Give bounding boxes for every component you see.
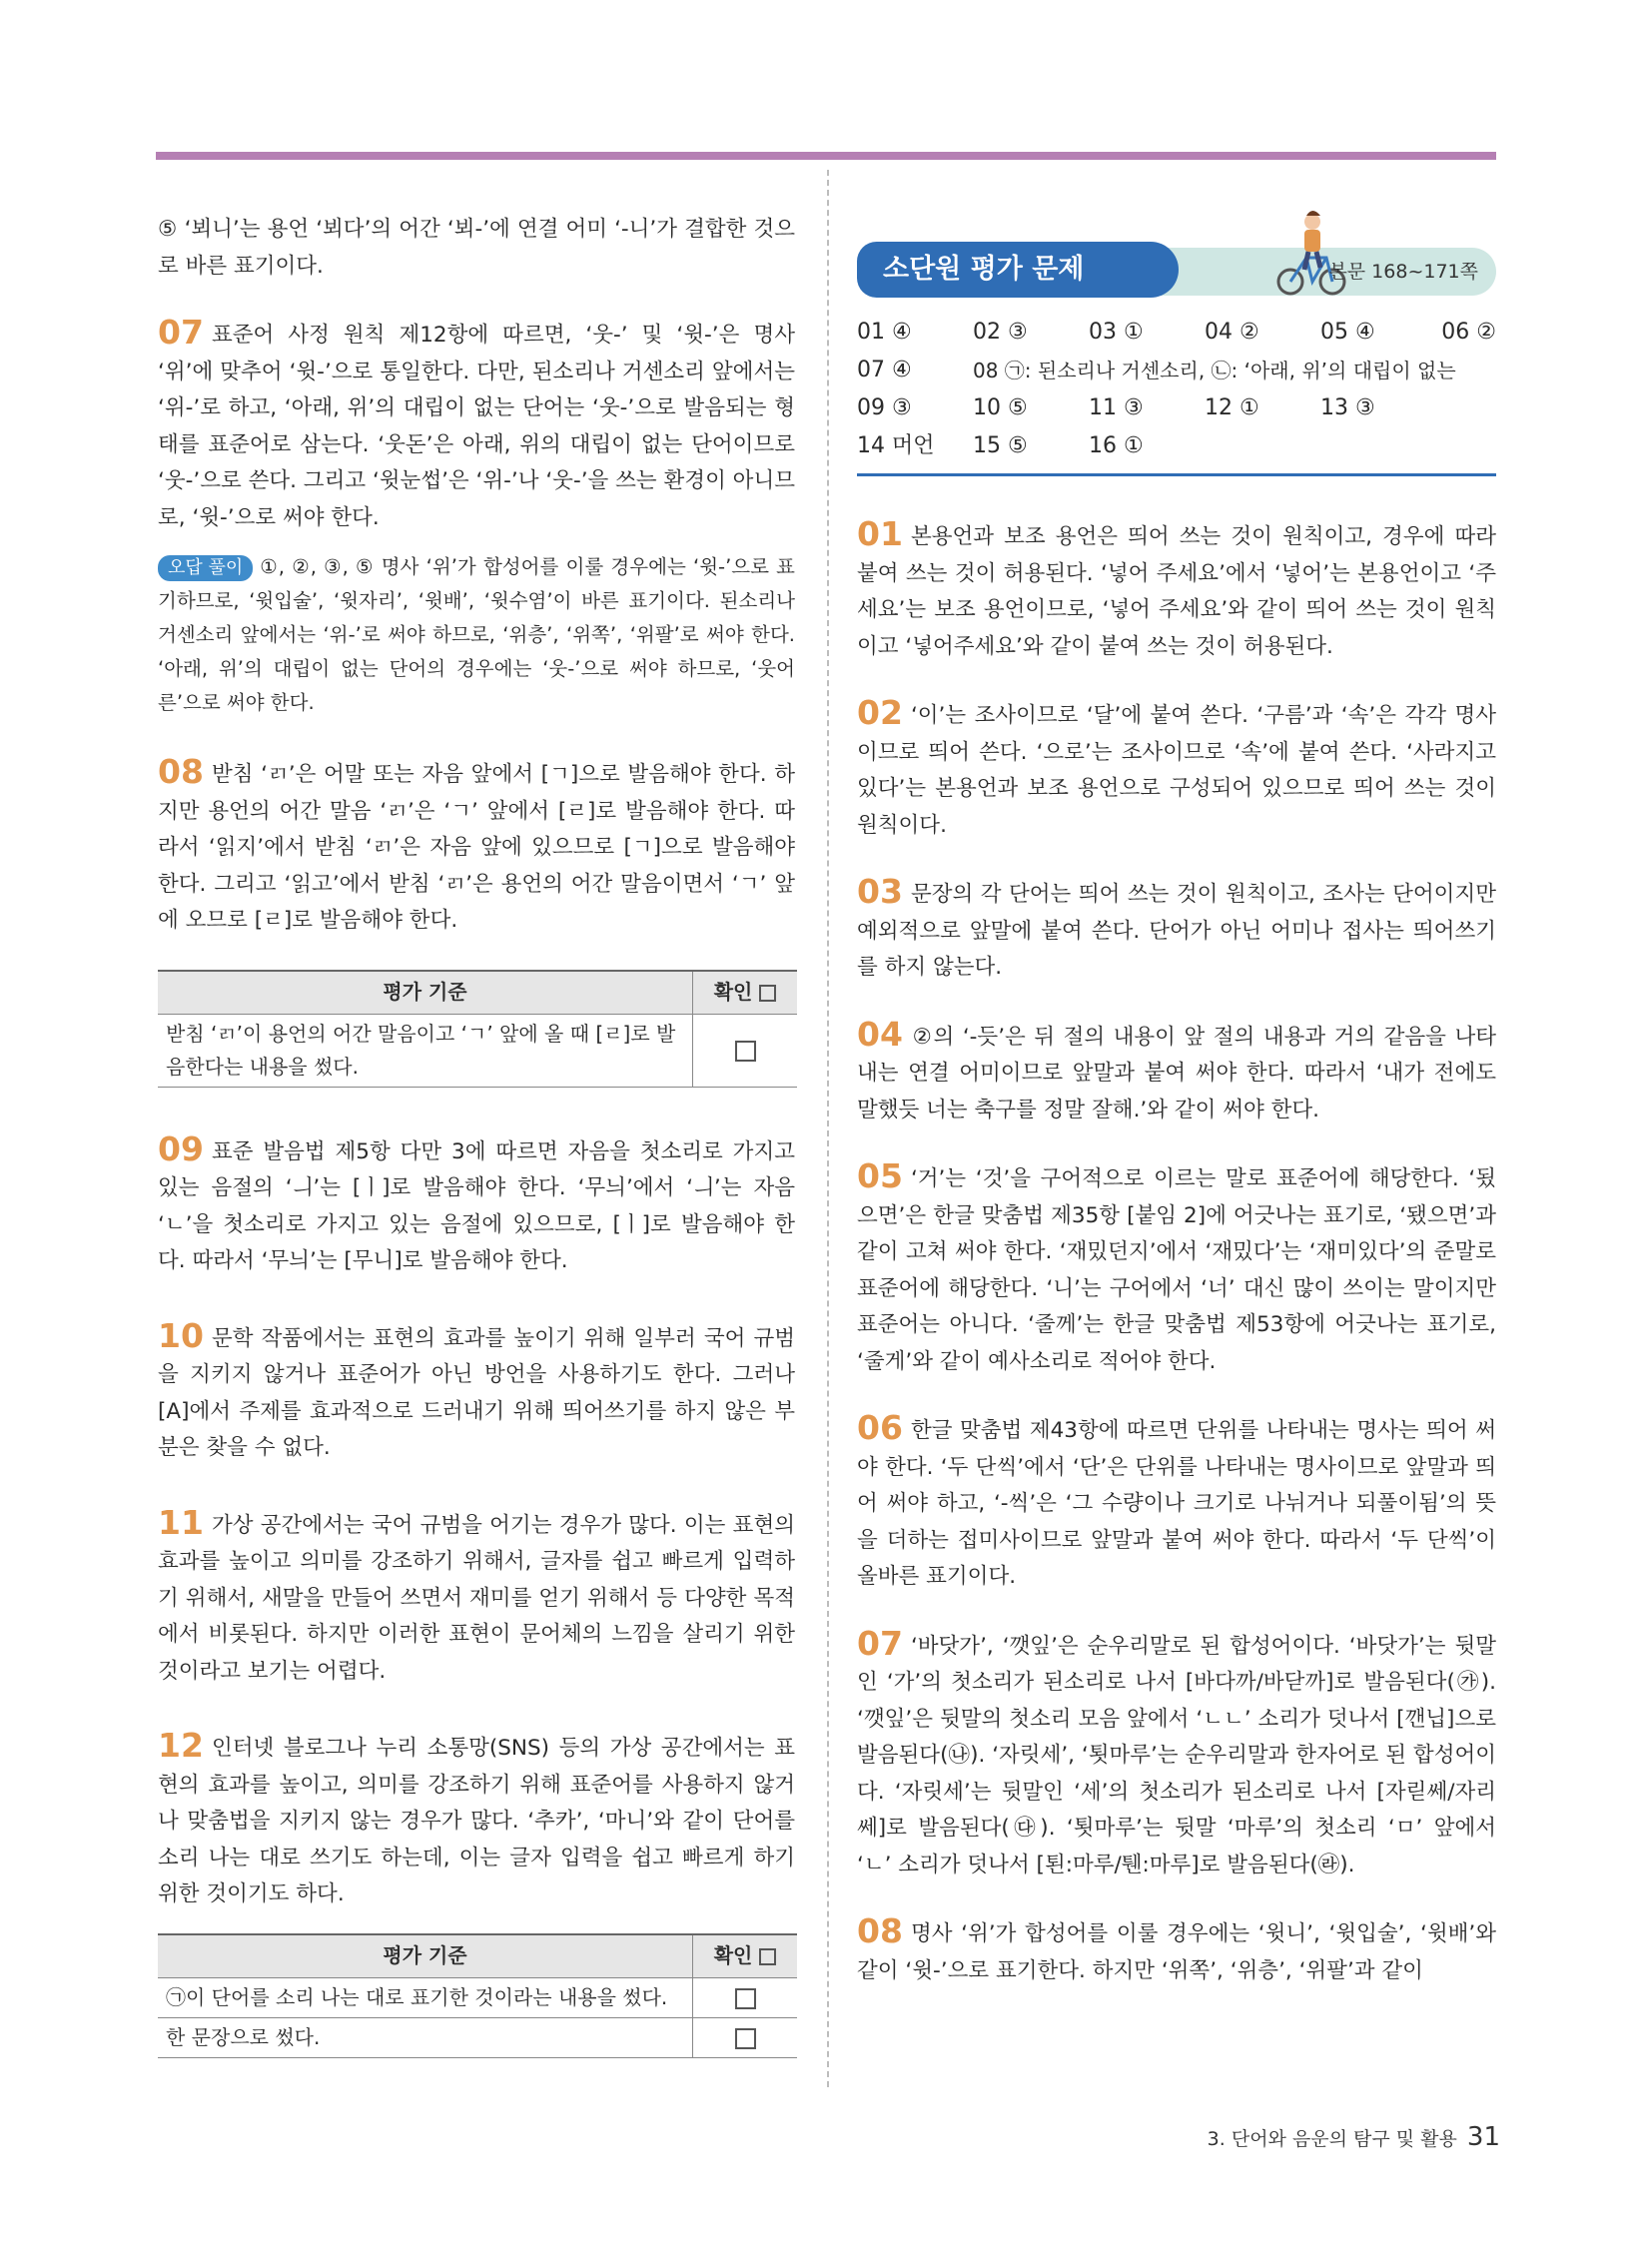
explanation-08 <box>857 1913 1496 1989</box>
explanation-06 <box>857 1410 1496 1596</box>
answer-cell: 09 ③ <box>857 395 912 420</box>
item-number: 12 <box>158 1726 204 1765</box>
answer-09 <box>158 1128 795 1280</box>
answer-cell: 15 ⑤ <box>973 433 1028 458</box>
answer-cell: 04 ② <box>1205 320 1259 345</box>
answer-key <box>857 314 1496 476</box>
item-number: 01 <box>857 514 903 553</box>
criteria-header: 평가 기준 <box>158 971 693 1015</box>
criteria-table-08 <box>158 970 797 1088</box>
column-divider <box>827 170 829 2087</box>
criteria-row: 받침 ‘ㄺ’이 용언의 어간 말음이고 ‘ㄱ’ 앞에 올 때 [ㄹ]로 발음한다는 내용을 썼다. <box>158 1014 693 1087</box>
explanation-text: 한글 맞춤법 제43항에 따르면 단위를 나타내는 명사는 띄어 써야 한다. ‘두 단씩’에서 ‘단’은 단위를 나타내는 명사이므로 앞말과 띄어 써야 하고, ‘-씩’은 ‘그 수량이나 크기로 나뉘거나 되풀이됨’의 뜻을 더하는 접미사이므로 앞말과 붙여 써야 한다. 따라서 ‘두 단씩’이 올바른 표기이다. <box>857 1418 1496 1589</box>
explanation-text: ②의 ‘-듯’은 뒤 절의 내용이 앞 절의 내용과 거의 같음을 나타내는 연결 어미이므로 앞말과 붙여 써야 한다. 따라서 ‘내가 전에도 말했듯 너는 축구를 정말 잘해.’와 같이 써야 한다. <box>857 1024 1496 1122</box>
answer-row <box>857 352 1496 389</box>
criteria-row: ㉠이 단어를 소리 나는 대로 표기한 것이라는 내용을 썼다. <box>158 1977 693 2017</box>
checkbox-icon <box>759 985 776 1002</box>
answer-row <box>857 314 1496 352</box>
check-box[interactable] <box>735 1041 756 1062</box>
note-text: ①, ②, ③, ⑤ 명사 ‘위’가 합성어를 이룰 경우에는 ‘윗-’으로 표기하므로, ‘윗입술’, ‘윗자리’, ‘윗배’, ‘윗수염’이 바른 표기이다. 된소리나 거센소리 앞에서는 ‘위-’로 써야 하므로, ‘위층’, ‘위쪽’, ‘위팔’로 써야 한다. ‘아래, 위’의 대립이 없는 단어의 경우에는 ‘웃-’으로 써야 하므로, ‘웃어른’으로 써야 한다. <box>158 555 795 714</box>
answer-row <box>857 427 1496 465</box>
banner-title: 소단원 평가 문제 <box>857 242 1179 298</box>
item-number: 03 <box>857 872 903 911</box>
page-number: 31 <box>1466 2122 1500 2152</box>
answer-10 <box>158 1315 795 1467</box>
answer-cell: 10 ⑤ <box>973 395 1028 420</box>
explanation-text: ‘이’는 조사이므로 ‘달’에 붙여 쓴다. ‘구름’과 ‘속’은 각각 명사이므로 띄어 쓴다. ‘으로’는 조사이므로 ‘속’에 붙여 쓴다. ‘사라지고 있다’는 본용언과 보조 용언으로 구성되어 있으므로 띄어 쓰는 것이 원칙이다. <box>857 703 1496 838</box>
answer-07 <box>158 315 795 536</box>
item-number: 06 <box>857 1408 903 1447</box>
item-number: 11 <box>158 1502 204 1542</box>
answer-cell: 07 ④ <box>857 358 912 382</box>
left-column <box>158 212 795 2102</box>
explanation-03 <box>857 874 1496 987</box>
item-number: 07 <box>857 1623 903 1663</box>
criteria-header: 평가 기준 <box>158 1934 693 1978</box>
explanation-text: 문장의 각 단어는 띄어 쓰는 것이 원칙이고, 조사는 단어이지만 예외적으로 앞말에 붙여 쓴다. 단어가 아닌 어미나 접사는 띄어쓰기를 하지 않는다. <box>857 882 1496 980</box>
item-number: 02 <box>857 693 903 732</box>
answer-text: 가상 공간에서는 국어 규범을 어기는 경우가 많다. 이는 표현의 효과를 높이고 의미를 강조하기 위해서, 글자를 쉽고 빠르게 입력하기 위해서, 새말을 만들어 쓰면서 재미를 얻기 위해서 등 다양한 목적에서 비롯된다. 하지만 이러한 표현이 문어체의 느낌을 살리기 위한 것이라고 보기는 어렵다. <box>158 1512 795 1684</box>
answer-08 <box>158 754 795 940</box>
answer-text: 인터넷 블로그나 누리 소통망(SNS) 등의 가상 공간에서는 표현의 효과를 높이고, 의미를 강조하기 위해 표준어를 사용하지 않거나 맞춤법을 지키지 않는 경우가 많다. ‘추카’, ‘마니’와 같이 단어를 소리 나는 대로 쓰기도 하는데, 이는 글자 입력을 쉽고 빠르게 하기 위한 것이기도 하다. <box>158 1736 795 1906</box>
item-number: 07 <box>158 313 204 352</box>
explanation-text: 명사 ‘위’가 합성어를 이룰 경우에는 ‘윗니’, ‘윗입술’, ‘윗배’와 같이 ‘윗-’으로 표기한다. 하지만 ‘위쪽’, ‘위층’, ‘위팔’과 같이 <box>857 1921 1496 1983</box>
check-box[interactable] <box>735 2028 756 2049</box>
criteria-row: 한 문장으로 썼다. <box>158 2017 693 2057</box>
item-number: 09 <box>158 1128 204 1168</box>
answer-cell: 01 ④ <box>857 320 912 345</box>
explanation-07 <box>857 1623 1496 1884</box>
answer-11 <box>158 1502 795 1691</box>
page-range: 본문 168~171쪽 <box>1328 261 1478 283</box>
item-number: 10 <box>158 1315 204 1355</box>
page-footer <box>1208 2122 1500 2152</box>
footer-section-title: 3. 단어와 음운의 탐구 및 활용 <box>1207 2128 1457 2150</box>
wrong-answer-note <box>158 550 795 720</box>
answer-cell: 13 ③ <box>1320 395 1375 420</box>
answer-text: 받침 ‘ㄺ’은 어말 또는 자음 앞에서 [ㄱ]으로 발음해야 한다. 하지만 용언의 어간 말음 ‘ㄺ’은 ‘ㄱ’ 앞에서 [ㄹ]로 발음해야 한다. 따라서 ‘읽지’에서 받침 ‘ㄺ’은 자음 앞에 있으므로 [ㄱ]으로 발음해야 한다. 그리고 ‘읽고’에서 받침 ‘ㄺ’은 용언의 어간 말음이면서 ‘ㄱ’ 앞에 오므로 [ㄹ]로 발음해야 한다. <box>158 762 795 933</box>
explanation-01 <box>857 516 1496 665</box>
explanation-04 <box>857 1014 1496 1129</box>
item-number: 08 <box>158 752 204 791</box>
answer-text: 표준어 사정 원칙 제12항에 따르면, ‘웃-’ 및 ‘윗-’은 명사 ‘위’에 맞추어 ‘윗-’으로 통일한다. 다만, 된소리나 거센소리 앞에서는 ‘위-’로 하고, ‘아래, 위’의 대립이 없는 단어는 ‘웃-’으로 발음되는 형태를 표준어로 삼는다. ‘웃돈’은 아래, 위의 대립이 없는 단어이므로 ‘웃-’으로 쓴다. 그리고 ‘윗눈썹’은 ‘위-’나 ‘웃-’을 쓰는 환경이 아니므로, ‘윗-’으로 써야 한다. <box>158 323 795 530</box>
criteria-table-12 <box>158 1933 797 2058</box>
explanation-text: ‘바닷가’, ‘깻잎’은 순우리말로 된 합성어이다. ‘바닷가’는 뒷말인 ‘가’의 첫소리가 된소리로 나서 [바다까/바닫까]로 발음된다(㉮). ‘깻잎’은 뒷말의 첫소리 모음 앞에서 ‘ㄴㄴ’ 소리가 덧나서 [깬닙]으로 발음된다(㉯). ‘자릿세’, ‘툇마루’는 순우리말과 한자어로 된 합성어이다. ‘자릿세’는 뒷말인 ‘세’의 첫소리가 된소리로 나서 [자릳쎄/자리쎄]로 발음된다(㉰). ‘툇마루’는 뒷말 ‘마루’의 첫소리 ‘ㅁ’ 앞에서 ‘ㄴ’ 소리가 덧나서 [퇸:마루/퉨:마루]로 발음된다(㉱). <box>857 1633 1496 1877</box>
wrong-answer-badge: 오답 풀이 <box>158 555 253 581</box>
answer-cell: 06 ② <box>1441 320 1496 345</box>
item-number: 05 <box>857 1156 903 1195</box>
answer-12 <box>158 1728 795 1913</box>
intro-paragraph: ⑤ ‘뵈니’는 용언 ‘뵈다’의 어간 ‘뵈-’에 연결 어미 ‘-니’가 결합한 것으로 바른 표기이다. <box>158 217 795 279</box>
item-number: 04 <box>857 1014 903 1054</box>
check-box[interactable] <box>735 1988 756 2009</box>
answer-row <box>857 389 1496 427</box>
explanation-05 <box>857 1158 1496 1380</box>
answer-cell: 12 ① <box>1205 395 1259 420</box>
answer-cell: 03 ① <box>1089 320 1144 345</box>
answer-text: 문학 작품에서는 표현의 효과를 높이기 위해 일부러 국어 규범을 지키지 않거나 표준어가 아닌 방언을 사용하기도 한다. 그러나 [A]에서 주제를 효과적으로 드러내기 위해 띄어쓰기를 하지 않은 부분은 찾을 수 없다. <box>158 1325 795 1460</box>
answer-cell: 05 ④ <box>1320 320 1375 345</box>
item-number: 08 <box>857 1911 903 1950</box>
answer-cell: 16 ① <box>1089 433 1144 458</box>
explanation-text: 본용언과 보조 용언은 띄어 쓰는 것이 원칙이고, 경우에 따라 붙여 쓰는 것이 허용된다. ‘넣어 주세요’에서 ‘넣어’는 본용언이고 ‘주세요’는 보조 용언이므로, ‘넣어 주세요’와 같이 띄어 쓰는 것이 원칙이고 ‘넣어주세요’와 같이 붙여 쓰는 것이 허용된다. <box>857 524 1496 659</box>
check-header: 확인 <box>693 971 798 1015</box>
check-header: 확인 <box>693 1934 798 1978</box>
answer-cell: 14 머언 <box>857 433 935 458</box>
section-banner <box>857 242 1496 300</box>
explanation-02 <box>857 695 1496 844</box>
answer-cell: 08 ㉠: 된소리나 거센소리, ㉡: ‘아래, 위’의 대립이 없는 <box>973 359 1456 382</box>
answer-text: 표준 발음법 제5항 다만 3에 따르면 자음을 첫소리로 가지고 있는 음절의 ‘ㅢ’는 [ㅣ]로 발음해야 한다. ‘무늬’에서 ‘ㅢ’는 자음 ‘ㄴ’을 첫소리로 가지고 있는 음절에 있으므로, [ㅣ]로 발음해야 한다. 따라서 ‘무늬’는 [무니]로 발음해야 한다. <box>158 1138 795 1273</box>
answer-cell: 11 ③ <box>1089 395 1144 420</box>
checkbox-icon <box>759 1948 776 1965</box>
explanation-text: ‘거’는 ‘것’을 구어적으로 이르는 말로 표준어에 해당한다. ‘됬으면’은 한글 맞춤법 제35항 [붙임 2]에 어긋나는 표기로, ‘됐으면’과 같이 고쳐 써야 한다. ‘재밌던지’에서 ‘재밌다’는 ‘재미있다’의 준말로 표준어에 해당한다. ‘니’는 구어에서 ‘너’ 대신 많이 쓰이는 말이지만 표준어는 아니다. ‘줄께’는 한글 맞춤법 제53항에 어긋나는 표기로, ‘줄게’와 같이 예사소리로 적어야 한다. <box>857 1166 1496 1374</box>
right-column <box>857 212 1496 2019</box>
top-accent-bar <box>156 152 1496 160</box>
answer-cell: 02 ③ <box>973 320 1028 345</box>
